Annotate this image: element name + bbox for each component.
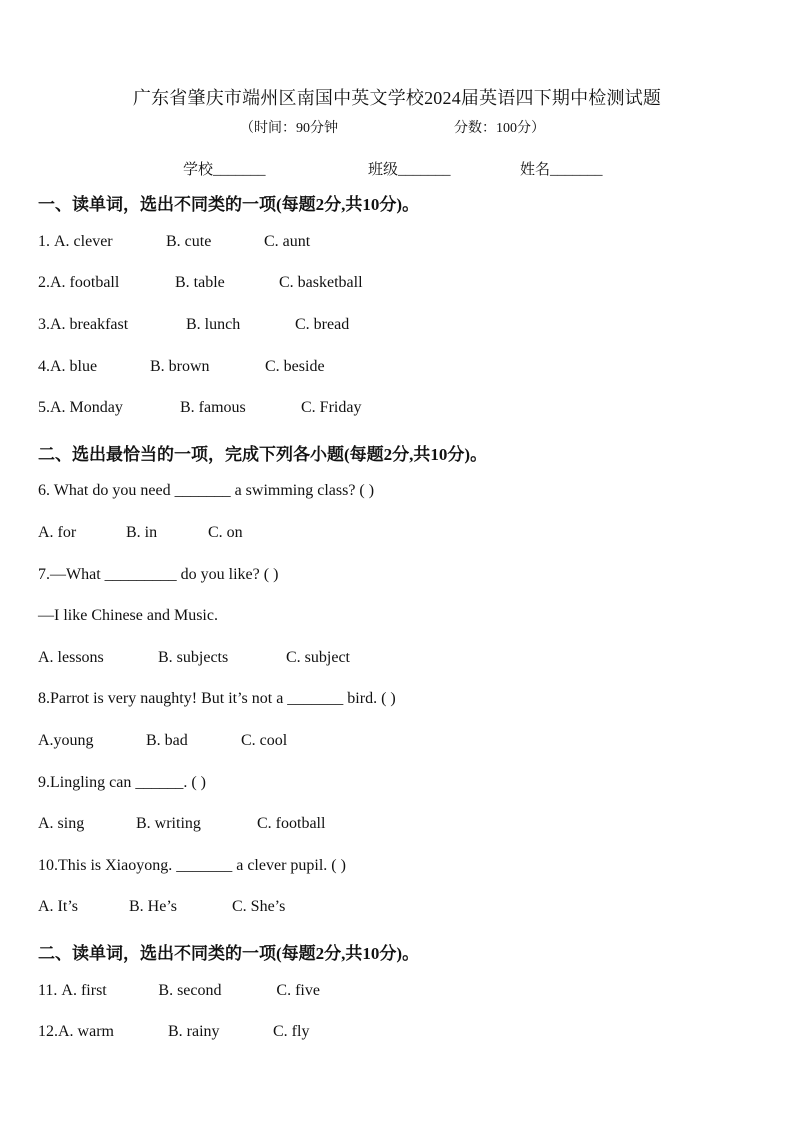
question-number: 11. bbox=[38, 982, 62, 999]
question-7-options bbox=[38, 649, 350, 667]
option-b: B. lunch bbox=[186, 316, 241, 333]
question-6-stem: 6. What do you need _______ a swimming class? ( ) bbox=[38, 482, 375, 499]
question-8-options bbox=[38, 732, 287, 750]
option-b: B. cute bbox=[166, 233, 212, 250]
question-number: 2. bbox=[38, 274, 50, 291]
question-number: 1. bbox=[38, 233, 54, 250]
question-7-stem: 7.—What _________ do you like? ( ) bbox=[38, 566, 279, 583]
question-12 bbox=[38, 1023, 309, 1041]
option-c: C. aunt bbox=[264, 233, 311, 250]
option-c: C. She’s bbox=[232, 898, 286, 915]
question-8-stem: 8.Parrot is very naughty! But it’s not a _______ bird. ( ) bbox=[38, 690, 396, 707]
question-11 bbox=[38, 982, 320, 1000]
section-heading-2: 二、选出最恰当的一项，完成下列各小题(每题2分,共10分)。 bbox=[38, 445, 488, 464]
option-a: A. lessons bbox=[38, 649, 104, 666]
option-b: B. writing bbox=[136, 815, 201, 832]
question-9-options bbox=[38, 815, 325, 833]
option-c: C. beside bbox=[265, 358, 325, 375]
option-a: A.young bbox=[38, 732, 94, 749]
section-heading-3: 二、读单词，选出不同类的一项(每题2分,共10分)。 bbox=[38, 944, 420, 963]
question-10-options bbox=[38, 898, 285, 916]
option-a: A. for bbox=[38, 524, 77, 541]
option-a: A. first bbox=[61, 982, 107, 999]
question-5 bbox=[38, 399, 361, 417]
question-9-stem: 9.Lingling can ______. ( ) bbox=[38, 774, 206, 791]
question-3 bbox=[38, 316, 349, 334]
exam-score: 分数：100分） bbox=[454, 121, 545, 136]
option-b: B. in bbox=[126, 524, 158, 541]
option-a: A. Monday bbox=[50, 399, 123, 416]
school-field: 学校_______ bbox=[183, 162, 266, 178]
option-a: A. blue bbox=[50, 358, 98, 375]
option-a: A. warm bbox=[58, 1023, 114, 1040]
question-number: 12. bbox=[38, 1023, 58, 1040]
option-c: C. cool bbox=[241, 732, 288, 749]
question-4 bbox=[38, 358, 325, 376]
option-a: A. breakfast bbox=[50, 316, 129, 333]
option-b: B. famous bbox=[180, 399, 246, 416]
option-a: A. It’s bbox=[38, 898, 78, 915]
section-heading-1: 一、读单词，选出不同类的一项(每题2分,共10分)。 bbox=[38, 195, 420, 214]
option-a: A. sing bbox=[38, 815, 85, 832]
question-7-reply: —I like Chinese and Music. bbox=[38, 607, 218, 624]
question-1 bbox=[38, 233, 310, 251]
name-field: 姓名_______ bbox=[520, 162, 603, 178]
option-a: A. clever bbox=[54, 233, 113, 250]
option-a: A. football bbox=[50, 274, 120, 291]
option-c: C. basketball bbox=[279, 274, 363, 291]
option-b: B. second bbox=[158, 982, 222, 999]
page-title: 广东省肇庆市端州区南国中英文学校2024届英语四下期中检测试题 bbox=[132, 88, 662, 108]
question-10-stem: 10.This is Xiaoyong. _______ a clever pupil. ( ) bbox=[38, 857, 346, 874]
question-6-options bbox=[38, 524, 243, 542]
option-c: C. football bbox=[257, 815, 326, 832]
option-c: C. on bbox=[208, 524, 243, 541]
question-number: 4. bbox=[38, 358, 50, 375]
question-number: 5. bbox=[38, 399, 50, 416]
option-c: C. subject bbox=[286, 649, 350, 666]
question-number: 3. bbox=[38, 316, 50, 333]
option-b: B. He’s bbox=[129, 898, 177, 915]
question-2 bbox=[38, 274, 363, 292]
option-b: B. brown bbox=[150, 358, 210, 375]
option-b: B. bad bbox=[146, 732, 188, 749]
option-c: C. bread bbox=[295, 316, 350, 333]
option-b: B. subjects bbox=[158, 649, 229, 666]
option-b: B. table bbox=[175, 274, 225, 291]
option-c: C. five bbox=[276, 982, 320, 999]
exam-time: （时间：90分钟 bbox=[240, 121, 338, 136]
class-field: 班级_______ bbox=[368, 162, 451, 178]
option-b: B. rainy bbox=[168, 1023, 220, 1040]
option-c: C. fly bbox=[273, 1023, 310, 1040]
option-c: C. Friday bbox=[301, 399, 362, 416]
